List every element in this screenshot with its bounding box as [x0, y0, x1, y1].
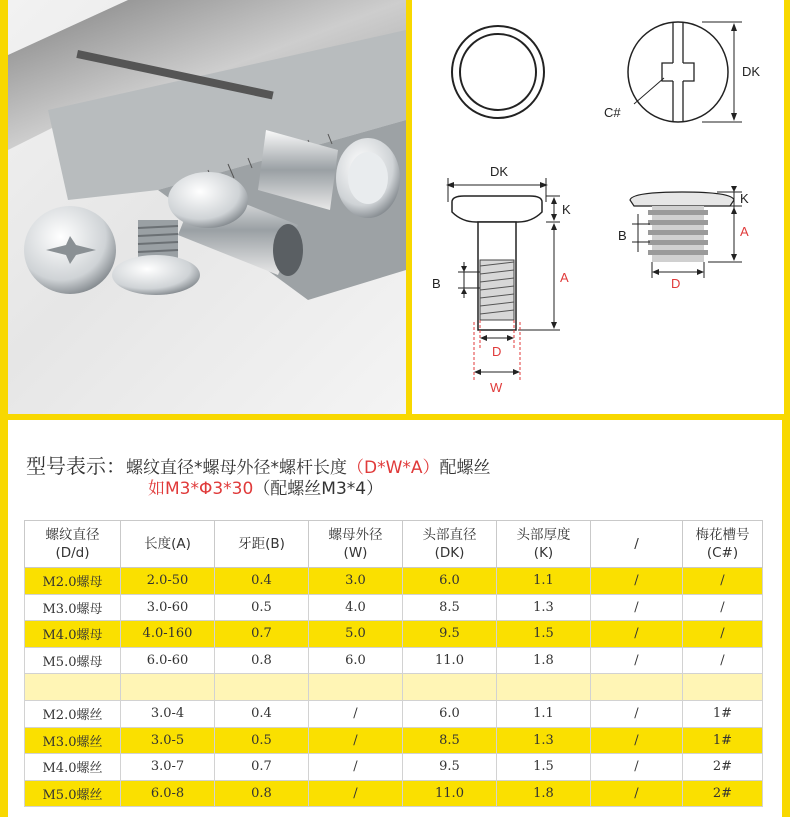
table-cell: 1.5 — [497, 754, 591, 781]
table-cell: 0.8 — [215, 780, 309, 807]
d-left-label: D — [492, 344, 502, 359]
example-model: 如M3*Φ3*30 — [148, 479, 254, 499]
a-right-label: A — [740, 224, 749, 239]
a-left-label: A — [560, 270, 569, 285]
table-cell: 9.5 — [403, 754, 497, 781]
example-line — [148, 474, 383, 499]
table-cell — [591, 674, 683, 701]
c-slot-label: C# — [604, 105, 621, 120]
k-right-label: K — [740, 191, 749, 206]
table-cell: 0.5 — [215, 594, 309, 621]
screw-side-view — [630, 186, 742, 278]
table-cell: 0.4 — [215, 568, 309, 595]
table-cell: M4.0螺丝 — [25, 754, 121, 781]
table-row — [25, 647, 763, 674]
col-thread-diameter: 螺纹直径 (D/d) — [25, 521, 121, 568]
table-cell: / — [591, 647, 683, 674]
table-header-row — [25, 521, 763, 568]
d-right-label: D — [671, 276, 681, 291]
table-cell: 1.8 — [497, 780, 591, 807]
table-cell: 11.0 — [403, 780, 497, 807]
table-cell: 3.0-7 — [121, 754, 215, 781]
table-cell: / — [591, 727, 683, 754]
table-cell: M3.0螺丝 — [25, 727, 121, 754]
table-cell: / — [309, 701, 403, 728]
table-cell: 5.0 — [309, 621, 403, 648]
table-cell: 1.3 — [497, 594, 591, 621]
model-format-suffix: 配螺丝 — [439, 458, 491, 478]
table-cell — [403, 674, 497, 701]
table-cell: M2.0螺母 — [25, 568, 121, 595]
table-cell: 3.0 — [309, 568, 403, 595]
table-cell: 1.3 — [497, 727, 591, 754]
table-cell: / — [683, 568, 763, 595]
table-cell: 9.5 — [403, 621, 497, 648]
table-cell — [683, 674, 763, 701]
example-note: （配螺丝M3*4） — [253, 479, 384, 499]
table-cell: / — [309, 780, 403, 807]
col-slash: / — [591, 521, 683, 568]
table-cell: 4.0-160 — [121, 621, 215, 648]
table-cell: 1# — [683, 727, 763, 754]
table-cell: M2.0螺丝 — [25, 701, 121, 728]
col-pitch: 牙距(B) — [215, 521, 309, 568]
table-cell: 0.7 — [215, 754, 309, 781]
table-cell: 0.5 — [215, 727, 309, 754]
table-cell: / — [309, 754, 403, 781]
k-left-label: K — [562, 202, 571, 217]
table-cell — [309, 674, 403, 701]
table-cell: / — [309, 727, 403, 754]
model-format-prefix: 型号表示： — [26, 454, 126, 478]
model-format-formula: （D*W*A） — [347, 458, 440, 478]
col-head-diameter: 头部直径 (DK) — [403, 521, 497, 568]
table-cell: 1.1 — [497, 701, 591, 728]
screw-top-view — [628, 22, 742, 122]
b-right-label: B — [618, 228, 627, 243]
table-row — [25, 621, 763, 648]
table-cell: 6.0-60 — [121, 647, 215, 674]
spec-section — [8, 420, 782, 817]
table-cell: 2# — [683, 754, 763, 781]
table-row — [25, 754, 763, 781]
table-row — [25, 727, 763, 754]
table-cell: 3.0-4 — [121, 701, 215, 728]
table-cell: 1# — [683, 701, 763, 728]
table-cell: 1.1 — [497, 568, 591, 595]
technical-diagram — [412, 0, 784, 414]
table-row — [25, 674, 763, 701]
table-cell: 11.0 — [403, 647, 497, 674]
col-head-thickness: 头部厚度 (K) — [497, 521, 591, 568]
table-cell: 0.4 — [215, 701, 309, 728]
table-cell: / — [683, 621, 763, 648]
table-cell: 1.5 — [497, 621, 591, 648]
table-cell: 6.0 — [309, 647, 403, 674]
table-cell: 1.8 — [497, 647, 591, 674]
spec-table — [24, 520, 763, 807]
table-cell: / — [591, 780, 683, 807]
table-cell: 0.7 — [215, 621, 309, 648]
table-cell: / — [683, 647, 763, 674]
table-cell: M3.0螺母 — [25, 594, 121, 621]
dk-top-label: DK — [490, 164, 509, 179]
table-row — [25, 594, 763, 621]
table-cell: 3.0-5 — [121, 727, 215, 754]
w-left-label: W — [490, 380, 503, 395]
b-left-label: B — [432, 276, 441, 291]
table-cell: 3.0-60 — [121, 594, 215, 621]
product-photo — [8, 0, 406, 414]
nut-side-view — [446, 178, 560, 380]
table-cell: 8.5 — [403, 727, 497, 754]
table-cell: / — [591, 568, 683, 595]
table-row — [25, 780, 763, 807]
table-cell: / — [591, 594, 683, 621]
col-length: 长度(A) — [121, 521, 215, 568]
table-cell: M5.0螺母 — [25, 647, 121, 674]
table-row — [25, 701, 763, 728]
product-photo-illustration — [8, 0, 406, 414]
table-cell: 8.5 — [403, 594, 497, 621]
table-cell: 0.8 — [215, 647, 309, 674]
table-cell: 2.0-50 — [121, 568, 215, 595]
model-format-desc: 螺纹直径*螺母外径*螺杆长度 — [126, 458, 347, 478]
table-cell: / — [683, 594, 763, 621]
table-cell: / — [591, 701, 683, 728]
table-cell — [215, 674, 309, 701]
table-cell: 6.0 — [403, 701, 497, 728]
table-cell — [25, 674, 121, 701]
table-cell — [121, 674, 215, 701]
table-cell: 4.0 — [309, 594, 403, 621]
table-cell: M4.0螺母 — [25, 621, 121, 648]
table-cell: 2# — [683, 780, 763, 807]
table-cell: / — [591, 754, 683, 781]
table-cell — [497, 674, 591, 701]
table-cell: 6.0 — [403, 568, 497, 595]
col-nut-outer-diameter: 螺母外径 (W) — [309, 521, 403, 568]
table-cell: M5.0螺丝 — [25, 780, 121, 807]
table-row — [25, 568, 763, 595]
nut-top-view — [452, 26, 544, 118]
table-cell: 6.0-8 — [121, 780, 215, 807]
dimension-drawing — [412, 0, 784, 414]
table-cell: / — [591, 621, 683, 648]
dk-side-label: DK — [742, 64, 761, 79]
col-slot-number: 梅花槽号 (C#) — [683, 521, 763, 568]
